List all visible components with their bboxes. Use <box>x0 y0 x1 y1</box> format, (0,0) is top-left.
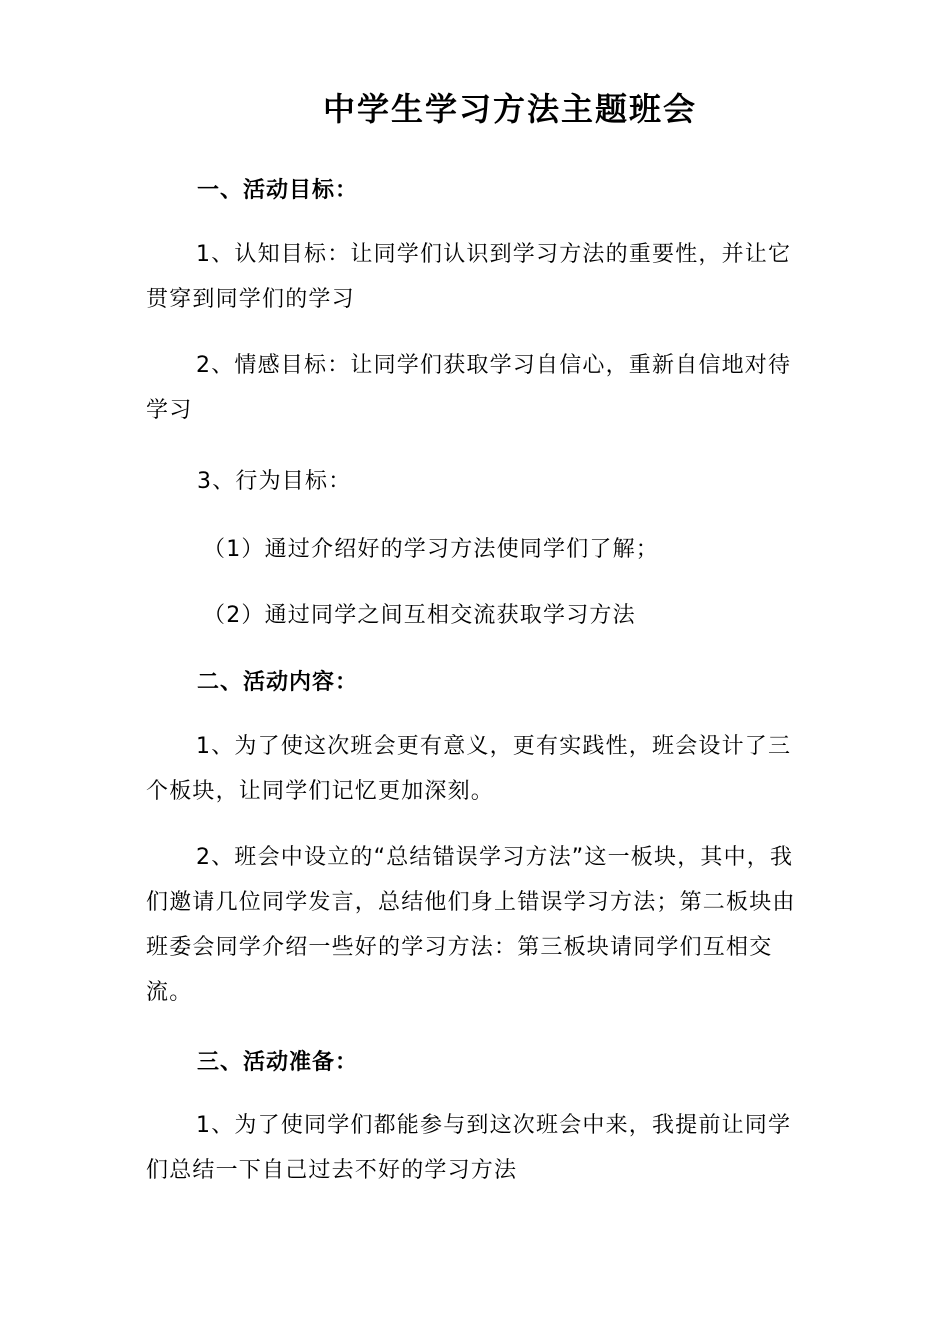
paragraph-content-2: 2、班会中设立的“总结错误学习方法”这一板块，其中，我们邀请几位同学发言，总结他们身上错误学习方法；第二板块由班委会同学介绍一些好的学习方法：第三板块请同学们互相交流。 <box>146 845 796 1005</box>
paragraph-behavior-goal: 3、行为目标： <box>197 469 352 494</box>
section-heading-preparation: 三、活动准备： <box>197 1050 359 1075</box>
paragraph-content-1: 1、为了使这次班会更有意义，更有实践性，班会设计了三个板块，让同学们记忆更加深刻。 <box>146 734 792 804</box>
section-heading-goals: 一、活动目标： <box>197 178 359 203</box>
paragraph-preparation-1: 1、为了使同学们都能参与到这次班会中来，我提前让同学们总结一下自己过去不好的学习方法 <box>146 1113 792 1183</box>
list-item-behavior-2: （2）通过同学之间互相交流获取学习方法 <box>203 603 636 628</box>
paragraph-emotional-goal: 2、情感目标：让同学们获取学习自信心，重新自信地对待学习 <box>146 353 792 423</box>
list-item-behavior-1: （1）通过介绍好的学习方法使同学们了解； <box>203 537 659 562</box>
paragraph-cognitive-goal: 1、认知目标：让同学们认识到学习方法的重要性，并让它贯穿到同学们的学习 <box>146 242 792 312</box>
document-title: 中学生学习方法主题班会 <box>322 90 697 128</box>
section-heading-content: 二、活动内容： <box>197 670 359 695</box>
